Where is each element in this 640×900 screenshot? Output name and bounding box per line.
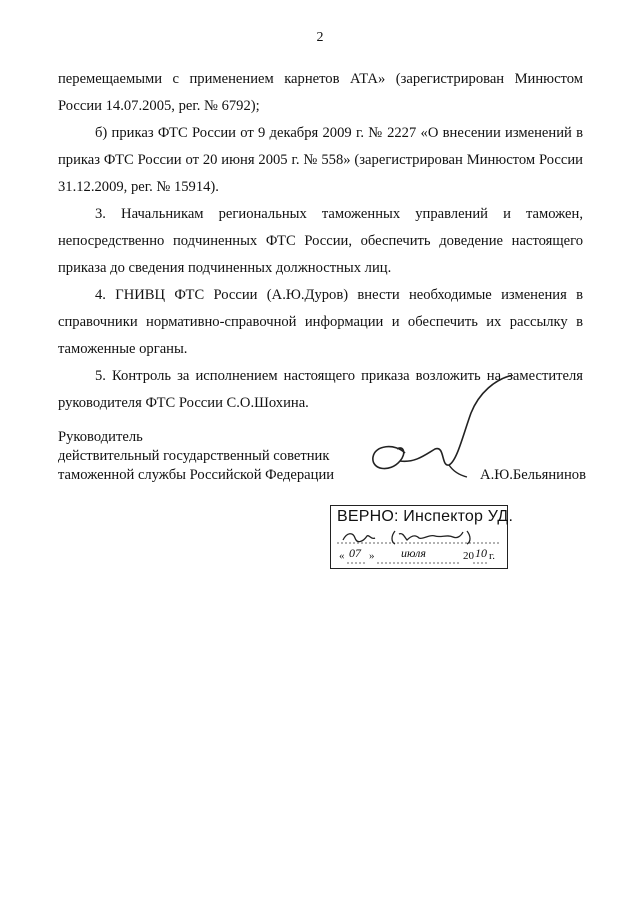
page-number: 2 xyxy=(316,30,324,45)
stamp-month: июля xyxy=(401,546,426,560)
signer-name: А.Ю.Бельянинов xyxy=(480,467,586,483)
handwritten-signature xyxy=(345,375,525,485)
paragraph-1: перемещаемыми с применением карнетов АТА» (зарегистрирован Минюстом России 14.07.2005, рег. № 6792); xyxy=(58,71,583,114)
stamp-handwritten-name xyxy=(335,528,503,546)
stamp-year-suffix: 10 xyxy=(475,546,487,560)
stamp-date-open-quote: « xyxy=(339,550,345,562)
stamp-date-underline xyxy=(335,546,503,566)
stamp-date xyxy=(335,546,503,566)
signer-position-line-3: таможенной службы Российской Федерации xyxy=(58,467,335,483)
stamp-title: ВЕРНО: Инспектор УД. xyxy=(337,508,514,525)
stamp-year-end: г. xyxy=(489,550,496,562)
signer-position-line-1: Руководитель xyxy=(58,429,143,445)
stamp-date-close-quote: » xyxy=(369,550,375,562)
paragraph-5: 5. Контроль за исполнением настоящего приказа возложить на заместителя руководителя ФТС России С.О.Шохина. xyxy=(58,368,583,411)
document-body xyxy=(58,66,583,417)
stamp-year-prefix: 20 xyxy=(463,550,474,562)
certification-stamp xyxy=(330,505,514,569)
paragraph-4: 4. ГНИВЦ ФТС России (А.Ю.Дуров) внести необходимые изменения в справочники нормативно-справочной информации и обеспечить их рассылку в таможенные органы. xyxy=(58,287,583,357)
paragraph-2: б) приказ ФТС России от 9 декабря 2009 г. № 2227 «О внесении изменений в приказ ФТС России от 20 июня 2005 г. № 558» (зарегистрирован Минюстом России 31.12.2009, рег. № 15914). xyxy=(58,125,583,195)
paragraph-3: 3. Начальникам региональных таможенных управлений и таможен, непосредственно подчиненных ФТС России, обеспечить доведение настоящего приказа до сведения подчиненных должностных лиц. xyxy=(58,206,583,276)
stamp-day: 07 xyxy=(349,546,361,560)
signer-position-line-2: действительный государственный советник xyxy=(58,448,330,464)
